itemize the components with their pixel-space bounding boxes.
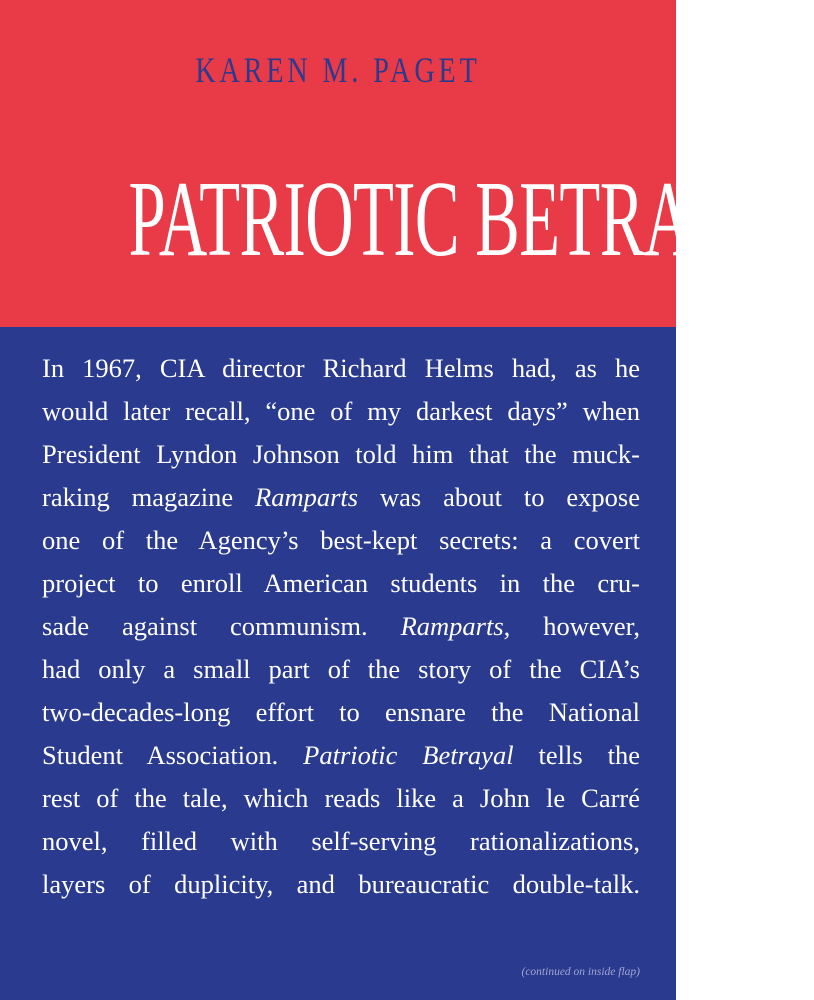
blurb-segment: Student Association. bbox=[42, 740, 304, 770]
blurb-segment: In 1967, CIA director Richard Helms had, as he bbox=[42, 353, 640, 383]
blurb-segment: had only a small part of the story of the CIA’s bbox=[42, 654, 640, 684]
blurb-segment: project to enroll American students in the cru- bbox=[42, 568, 640, 598]
blurb-segment: one of the Agency’s best-kept secrets: a covert bbox=[42, 525, 640, 555]
blurb-segment: President Lyndon Johnson told him that the muck- bbox=[42, 439, 640, 469]
author-name: KAREN M. PAGET bbox=[195, 50, 481, 90]
blurb-line bbox=[42, 777, 640, 820]
blurb-segment: tells the bbox=[513, 740, 640, 770]
blurb-text bbox=[42, 347, 640, 906]
blurb-segment: novel, filled with self-serving rationalizations, bbox=[42, 826, 640, 856]
blurb-segment: raking magazine bbox=[42, 482, 256, 512]
blurb-segment: however, bbox=[510, 611, 641, 641]
blurb-line bbox=[42, 476, 640, 519]
blurb-line bbox=[42, 433, 640, 476]
blurb-line bbox=[42, 562, 640, 605]
blurb-segment: was about to expose bbox=[358, 482, 640, 512]
blurb-line bbox=[42, 648, 640, 691]
blurb-line bbox=[42, 691, 640, 734]
blurb-line bbox=[42, 390, 640, 433]
blurb-segment: sade against communism. bbox=[42, 611, 401, 641]
blurb-line bbox=[42, 519, 640, 562]
blurb-segment: layers of duplicity, and bureaucratic double-talk. bbox=[42, 869, 640, 899]
blurb-line bbox=[42, 605, 640, 648]
blurb-italic-text: Ramparts bbox=[255, 482, 359, 512]
blurb-italic-text: Ramparts, bbox=[400, 611, 511, 641]
blurb-line bbox=[42, 734, 640, 777]
book-title: PATRIOTIC BETRAYAL bbox=[128, 160, 814, 279]
continued-note: (continued on inside flap) bbox=[521, 966, 640, 978]
blurb-segment: two-decades-long effort to ensnare the National bbox=[42, 697, 640, 727]
blurb-segment: rest of the tale, which reads like a John le Carré bbox=[42, 783, 640, 813]
blurb-segment: would later recall, “one of my darkest days” when bbox=[42, 396, 640, 426]
blurb-line bbox=[42, 347, 640, 390]
blurb-line bbox=[42, 820, 640, 863]
blurb-line bbox=[42, 863, 640, 906]
blurb-italic-text: Patriotic Betrayal bbox=[303, 740, 514, 770]
